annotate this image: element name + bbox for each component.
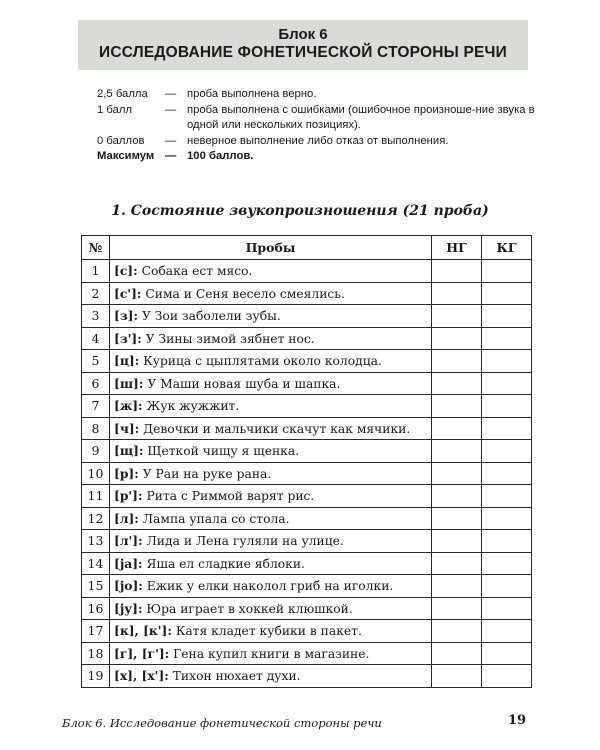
probe-sentence: Тихон нюхает духи. bbox=[172, 669, 301, 684]
section-title: 1. Состояние звукопроизношения (21 проба) bbox=[111, 203, 489, 219]
kg-cell[interactable] bbox=[482, 395, 532, 418]
table-row bbox=[82, 642, 532, 665]
table-row bbox=[82, 552, 532, 575]
table-row bbox=[82, 350, 532, 373]
row-number: 4 bbox=[82, 327, 110, 350]
probe-sentence: Рита с Риммой варят рис. bbox=[146, 489, 315, 504]
row-number: 17 bbox=[82, 620, 110, 643]
probe-sound: [г], [г']: bbox=[114, 645, 170, 661]
ng-cell[interactable] bbox=[432, 665, 482, 688]
row-number: 16 bbox=[82, 597, 110, 620]
probe-cell bbox=[110, 642, 432, 665]
probe-cell bbox=[110, 372, 432, 395]
probe-sentence: У Зои заболели зубы. bbox=[141, 309, 281, 324]
ng-cell[interactable] bbox=[432, 462, 482, 485]
kg-cell[interactable] bbox=[482, 665, 532, 688]
kg-cell[interactable] bbox=[482, 507, 532, 530]
probe-sound: [л']: bbox=[114, 533, 143, 549]
probe-sentence: Катя кладет кубики в пакет. bbox=[175, 624, 362, 639]
table-row bbox=[82, 282, 532, 305]
kg-cell[interactable] bbox=[482, 530, 532, 553]
probe-sound: [з]: bbox=[114, 308, 139, 324]
table-row bbox=[82, 485, 532, 508]
score-key: Максимум bbox=[97, 150, 155, 162]
probe-sound: [ш]: bbox=[114, 375, 144, 391]
table-row bbox=[82, 372, 532, 395]
table-row bbox=[82, 395, 532, 418]
table-row bbox=[82, 597, 532, 620]
table-row bbox=[82, 417, 532, 440]
ng-cell[interactable] bbox=[432, 350, 482, 373]
probe-cell bbox=[110, 305, 432, 328]
probe-sound: [с']: bbox=[114, 285, 142, 301]
table-row bbox=[82, 327, 532, 350]
probe-cell bbox=[110, 597, 432, 620]
row-number: 2 bbox=[82, 282, 110, 305]
probe-cell bbox=[110, 552, 432, 575]
row-number: 18 bbox=[82, 642, 110, 665]
row-number: 7 bbox=[82, 395, 110, 418]
probe-cell bbox=[110, 575, 432, 598]
ng-cell[interactable] bbox=[432, 485, 482, 508]
score-row bbox=[97, 103, 537, 134]
ng-cell[interactable] bbox=[432, 620, 482, 643]
probe-cell bbox=[110, 440, 432, 463]
block-title: ИССЛЕДОВАНИЕ ФОНЕТИЧЕСКОЙ СТОРОНЫ РЕЧИ bbox=[99, 44, 507, 61]
score-key: 1 балл bbox=[97, 103, 133, 116]
probe-cell bbox=[110, 260, 432, 283]
probe-sentence: Девочки и мальчики скачут как мячики. bbox=[143, 421, 411, 436]
header-num: № bbox=[82, 236, 110, 260]
probe-sentence: Гена купил книги в магазине. bbox=[173, 646, 370, 661]
row-number: 6 bbox=[82, 372, 110, 395]
probe-sentence: Собака ест мясо. bbox=[141, 264, 253, 279]
row-number: 11 bbox=[82, 485, 110, 508]
probe-sound: [р']: bbox=[114, 488, 143, 504]
table-row bbox=[82, 305, 532, 328]
ng-cell[interactable] bbox=[432, 417, 482, 440]
probe-sound: [jо]: bbox=[114, 578, 143, 594]
row-number: 15 bbox=[82, 575, 110, 598]
score-row bbox=[97, 87, 537, 103]
table-row bbox=[82, 440, 532, 463]
probe-sound: [щ]: bbox=[114, 443, 144, 459]
probe-sentence: У Раи на руке рана. bbox=[142, 466, 272, 481]
ng-cell[interactable] bbox=[432, 597, 482, 620]
row-number: 19 bbox=[82, 665, 110, 688]
kg-cell[interactable] bbox=[482, 642, 532, 665]
ng-cell[interactable] bbox=[432, 507, 482, 530]
table-row bbox=[82, 665, 532, 688]
probe-cell bbox=[110, 327, 432, 350]
score-desc: 100 баллов. bbox=[187, 150, 254, 162]
probe-sound: [jа]: bbox=[114, 555, 143, 571]
probe-sentence: Лампа упала со стола. bbox=[142, 511, 290, 526]
probe-sentence: Ежик у елки наколол гриб на иголки. bbox=[146, 579, 394, 594]
probe-sound: [к], [к']: bbox=[114, 623, 172, 639]
ng-cell[interactable] bbox=[432, 282, 482, 305]
kg-cell[interactable] bbox=[482, 327, 532, 350]
ng-cell[interactable] bbox=[432, 395, 482, 418]
kg-cell[interactable] bbox=[482, 417, 532, 440]
ng-cell[interactable] bbox=[432, 642, 482, 665]
kg-cell[interactable] bbox=[482, 575, 532, 598]
page-number: 19 bbox=[508, 713, 527, 728]
kg-cell[interactable] bbox=[482, 597, 532, 620]
row-number: 3 bbox=[82, 305, 110, 328]
score-dash: — bbox=[165, 134, 177, 147]
table-row bbox=[82, 530, 532, 553]
score-row-maximum bbox=[97, 149, 537, 165]
kg-cell[interactable] bbox=[482, 350, 532, 373]
table-row bbox=[82, 260, 532, 283]
probes-table bbox=[81, 235, 532, 688]
ng-cell[interactable] bbox=[432, 575, 482, 598]
score-desc: неверное выполнение либо отказ от выполнения. bbox=[187, 134, 449, 147]
kg-cell[interactable] bbox=[482, 485, 532, 508]
kg-cell[interactable] bbox=[482, 260, 532, 283]
kg-cell[interactable] bbox=[482, 462, 532, 485]
probe-sound: [з']: bbox=[114, 330, 142, 346]
probe-cell bbox=[110, 282, 432, 305]
row-number: 9 bbox=[82, 440, 110, 463]
kg-cell[interactable] bbox=[482, 552, 532, 575]
ng-cell[interactable] bbox=[432, 305, 482, 328]
ng-cell[interactable] bbox=[432, 327, 482, 350]
score-dash: — bbox=[165, 150, 177, 162]
probe-sentence: Лида и Лена гуляли на улице. bbox=[146, 534, 344, 549]
score-row bbox=[97, 134, 537, 150]
header-kg: КГ bbox=[482, 236, 532, 260]
score-key: 2,5 балла bbox=[97, 88, 148, 100]
ng-cell[interactable] bbox=[432, 260, 482, 283]
probe-cell bbox=[110, 395, 432, 418]
row-number: 1 bbox=[82, 260, 110, 283]
kg-cell[interactable] bbox=[482, 282, 532, 305]
scoring-legend bbox=[97, 87, 537, 165]
probe-cell bbox=[110, 350, 432, 373]
probe-sound: [ж]: bbox=[114, 398, 143, 414]
ng-cell[interactable] bbox=[432, 372, 482, 395]
header-probe: Пробы bbox=[110, 236, 432, 260]
probe-cell bbox=[110, 417, 432, 440]
probe-sound: [jу]: bbox=[114, 600, 143, 616]
probe-sentence: Сима и Сеня весело смеялись. bbox=[145, 286, 345, 301]
score-dash: — bbox=[165, 88, 177, 100]
block-label: Блок 6 bbox=[278, 26, 328, 43]
probe-sentence: У Зины зимой зябнет нос. bbox=[145, 331, 315, 346]
row-number: 5 bbox=[82, 350, 110, 373]
table-row bbox=[82, 620, 532, 643]
score-desc: проба выполнена с ошибками (ошибочное произноше-ние звука в одной или нескольких позициях). bbox=[187, 103, 535, 131]
kg-cell[interactable] bbox=[482, 440, 532, 463]
probe-cell bbox=[110, 485, 432, 508]
probe-sentence: Жук жужжит. bbox=[146, 399, 240, 414]
kg-cell[interactable] bbox=[482, 620, 532, 643]
kg-cell[interactable] bbox=[482, 372, 532, 395]
score-desc: проба выполнена верно. bbox=[187, 88, 317, 100]
probe-sound: [х], [х']: bbox=[114, 668, 169, 684]
header-ng: НГ bbox=[432, 236, 482, 260]
table-header-row bbox=[82, 236, 532, 260]
kg-cell[interactable] bbox=[482, 305, 532, 328]
ng-cell[interactable] bbox=[432, 440, 482, 463]
row-number: 13 bbox=[82, 530, 110, 553]
probe-cell bbox=[110, 530, 432, 553]
probe-cell bbox=[110, 665, 432, 688]
probe-sound: [ц]: bbox=[114, 353, 140, 369]
probe-cell bbox=[110, 462, 432, 485]
row-number: 12 bbox=[82, 507, 110, 530]
table-row bbox=[82, 575, 532, 598]
table-row bbox=[82, 462, 532, 485]
probe-sentence: Яша ел сладкие яблоки. bbox=[146, 556, 305, 571]
row-number: 8 bbox=[82, 417, 110, 440]
row-number: 14 bbox=[82, 552, 110, 575]
score-dash: — bbox=[165, 103, 177, 116]
table-row bbox=[82, 507, 532, 530]
probe-sentence: У Маши новая шуба и шапка. bbox=[147, 376, 341, 391]
score-key: 0 баллов bbox=[97, 134, 145, 147]
row-number: 10 bbox=[82, 462, 110, 485]
footer-text: Блок 6. Исследование фонетической стороны речи bbox=[62, 716, 382, 730]
probe-sound: [ч]: bbox=[114, 420, 140, 436]
probe-cell bbox=[110, 620, 432, 643]
probe-sentence: Щеткой чищу я щенка. bbox=[147, 444, 300, 459]
probe-sound: [с]: bbox=[114, 263, 138, 279]
ng-cell[interactable] bbox=[432, 552, 482, 575]
probe-sound: [р]: bbox=[114, 465, 139, 481]
ng-cell[interactable] bbox=[432, 530, 482, 553]
probe-sentence: Юра играет в хоккей клюшкой. bbox=[146, 601, 353, 616]
probe-cell bbox=[110, 507, 432, 530]
probe-sentence: Курица с цыплятами около колодца. bbox=[143, 354, 382, 369]
probe-sound: [л]: bbox=[114, 510, 139, 526]
